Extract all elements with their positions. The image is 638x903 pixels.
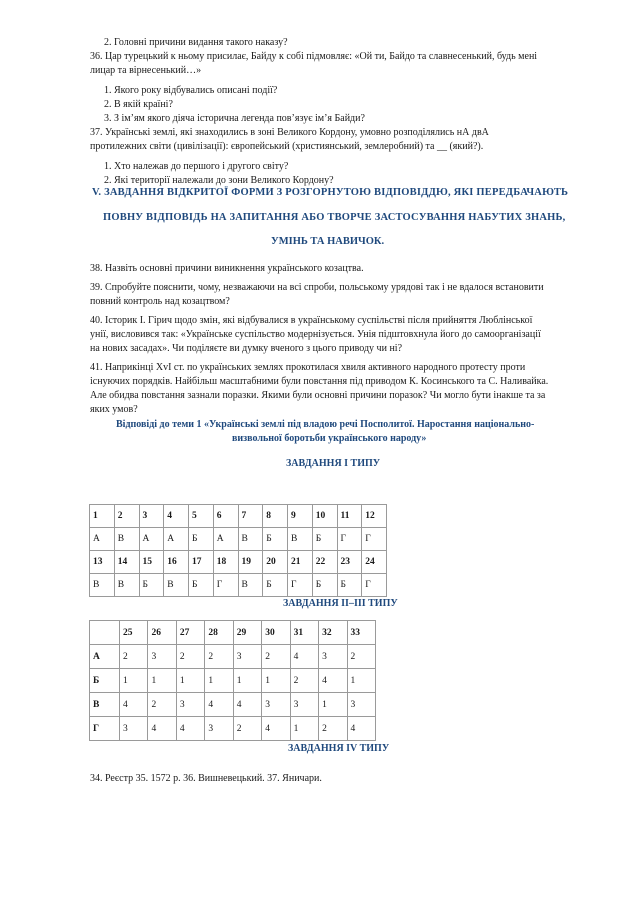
table-cell: 15 [139, 551, 164, 574]
table-cell: Г [362, 528, 387, 551]
question-36-cont: лицар та вірнесенький…» [90, 65, 202, 76]
table-cell: В [114, 574, 139, 597]
table-cell: 24 [362, 551, 387, 574]
table-cell: Б [263, 528, 288, 551]
table-cell: 1 [205, 669, 233, 693]
answers-table-type-2-3 [89, 620, 376, 741]
table-cell: 22 [312, 551, 337, 574]
table-cell: В [114, 528, 139, 551]
question-36-item-1: 1. Якого року відбувались описані події? [104, 85, 278, 96]
table-cell: 4 [176, 717, 204, 741]
table-cell: Б [90, 669, 120, 693]
table-header-cell: 30 [262, 621, 290, 645]
section-heading-line-1: V. ЗАВДАННЯ ВІДКРИТОЇ ФОРМИ З РОЗГОРНУТОЮ ВІДПОВІДДЮ, ЯКІ ПЕРЕДБАЧАЮТЬ [92, 187, 569, 198]
table-cell: 3 [290, 693, 318, 717]
table-cell: 21 [288, 551, 313, 574]
table-header-cell: 32 [319, 621, 347, 645]
table-cell: Г [288, 574, 313, 597]
table-cell: 3 [319, 645, 347, 669]
table-cell: 4 [205, 693, 233, 717]
table-header-cell: 29 [233, 621, 261, 645]
table-cell: В [90, 574, 115, 597]
table-cell: 4 [290, 645, 318, 669]
question-37-item-2: 2. Які території належали до зони Великого Кордону? [104, 175, 334, 186]
table-cell: 2 [176, 645, 204, 669]
answers-table-type-1 [89, 504, 387, 597]
table-cell: В [164, 574, 189, 597]
table-cell: Г [362, 574, 387, 597]
table-cell: 3 [233, 645, 261, 669]
table-row [90, 717, 376, 741]
table-header-cell: 28 [205, 621, 233, 645]
question-41-cont-3: яких умов? [90, 404, 138, 415]
question-41-cont-2: Але обидва повстання зазнали поразки. Якими були основні причини поразок? Чи могло бути інакше та за [90, 390, 546, 401]
table-row [90, 693, 376, 717]
table-header-cell: 26 [148, 621, 176, 645]
table-cell: 2 [233, 717, 261, 741]
question-36: 36. Цар турецький к ньому присилає, Байду к собі підмовляє: «Ой ти, Байдо та славнесенький, будь мені [90, 51, 538, 62]
table-cell: 10 [312, 505, 337, 528]
table-header-row [90, 621, 376, 645]
table-cell: Г [337, 528, 362, 551]
table-cell: Б [312, 528, 337, 551]
question-37-cont: протилежних світи (цивілізації): європейський (християнський, землеробний) та __ (який?). [90, 141, 484, 152]
table-cell: 1 [233, 669, 261, 693]
table-cell: 2 [148, 693, 176, 717]
table-cell: 3 [120, 717, 148, 741]
table-cell: 4 [164, 505, 189, 528]
table-cell: В [288, 528, 313, 551]
question-38: 38. Назвіть основні причини виникнення українського козацтва. [90, 263, 364, 274]
question-39: 39. Спробуйте пояснити, чому, незважаючи на всі спроби, польському урядові так і не вдалося встановити [90, 282, 544, 293]
table-cell: 4 [148, 717, 176, 741]
table-cell: 4 [347, 717, 376, 741]
table-cell: 1 [290, 717, 318, 741]
table-cell: 3 [347, 693, 376, 717]
question-37: 37. Українські землі, які знаходились в зоні Великого Кордону, умовно розподілялись нА двА [90, 127, 489, 138]
table-cell: В [90, 693, 120, 717]
table-cell: Г [90, 717, 120, 741]
table-cell: 12 [362, 505, 387, 528]
table-cell: 3 [139, 505, 164, 528]
table-cell: 9 [288, 505, 313, 528]
table-header-cell: 33 [347, 621, 376, 645]
answers-type-4-title: ЗАВДАННЯ IV ТИПУ [288, 743, 390, 754]
table-cell: 7 [238, 505, 263, 528]
answers-type-1-title: ЗАВДАННЯ І ТИПУ [286, 458, 381, 469]
table-cell: 20 [263, 551, 288, 574]
table-cell: 2 [319, 717, 347, 741]
table-cell: 1 [176, 669, 204, 693]
table-cell: А [90, 528, 115, 551]
table-cell: А [213, 528, 238, 551]
question-40-cont-2: на нових засадах». Чи поділяєте ви думку вченого з цього приводу чи ні? [90, 343, 403, 354]
table-cell: 14 [114, 551, 139, 574]
table-row [90, 645, 376, 669]
question-37-item-1: 1. Хто належав до першого і другого світу? [104, 161, 289, 172]
table-cell: 2 [347, 645, 376, 669]
section-heading-line-3: УМІНЬ ТА НАВИЧОК. [271, 236, 385, 247]
table-cell: 1 [262, 669, 290, 693]
table-cell: 18 [213, 551, 238, 574]
answers-type-2-3-title: ЗАВДАННЯ ІІ–ІІІ ТИПУ [283, 598, 398, 609]
table-cell: 1 [347, 669, 376, 693]
table-cell: 11 [337, 505, 362, 528]
table-cell: 1 [120, 669, 148, 693]
table-cell: 4 [319, 669, 347, 693]
question-2: 2. Головні причини видання такого наказу? [104, 37, 288, 48]
table-cell: Г [213, 574, 238, 597]
table-cell: 19 [238, 551, 263, 574]
table-cell: 5 [189, 505, 214, 528]
table-row [90, 528, 387, 551]
question-41-cont-1: існуючих порядків. Найбільш масштабними були повстання під приводом К. Косинського та С. Наливайка. [90, 376, 549, 387]
table-cell: 2 [205, 645, 233, 669]
table-header-cell: 31 [290, 621, 318, 645]
table-cell: 2 [290, 669, 318, 693]
answers-type-4-list: 34. Реєстр 35. 1572 р. 36. Вишневецький. 37. Яничари. [90, 773, 322, 784]
table-cell: Б [189, 528, 214, 551]
section-heading-line-2: ПОВНУ ВІДПОВІДЬ НА ЗАПИТАННЯ АБО ТВОРЧЕ ЗАСТОСУВАННЯ НАБУТИХ ЗНАНЬ, [103, 212, 566, 223]
table-header-cell: 25 [120, 621, 148, 645]
table-cell: 4 [233, 693, 261, 717]
question-40-cont-1: унії, висловився так: «Українське суспільство модернізується. Унія підштовхнула його до самоорганізації [90, 329, 541, 340]
table-cell: 17 [189, 551, 214, 574]
question-40: 40. Історик І. Гірич щодо змін, які відбувалися в українському суспільстві після прийняття Люблінської [90, 315, 533, 326]
table-cell: А [90, 645, 120, 669]
table-cell: А [139, 528, 164, 551]
table-cell: 8 [263, 505, 288, 528]
table-cell: 1 [319, 693, 347, 717]
table-cell: 3 [262, 693, 290, 717]
answers-heading-cont: визвольної боротьби українського народу» [232, 433, 427, 444]
table-row [90, 551, 387, 574]
table-cell: 2 [120, 645, 148, 669]
table-cell: В [238, 574, 263, 597]
table-cell: 13 [90, 551, 115, 574]
table-cell: 3 [176, 693, 204, 717]
table-cell: 3 [148, 645, 176, 669]
table-header-cell: 27 [176, 621, 204, 645]
table-cell: Б [263, 574, 288, 597]
table-cell: Б [337, 574, 362, 597]
table-row [90, 574, 387, 597]
table-row [90, 505, 387, 528]
question-36-item-3: 3. З ім’ям якого діяча історична легенда пов’язує ім’я Байди? [104, 113, 365, 124]
table-header-cell [90, 621, 120, 645]
table-cell: 2 [262, 645, 290, 669]
table-cell: 6 [213, 505, 238, 528]
table-cell: 4 [262, 717, 290, 741]
answers-heading: Відповіді до теми 1 «Українські землі під владою речі Посполитої. Наростання національно- [116, 419, 535, 430]
table-cell: 1 [90, 505, 115, 528]
table-cell: 4 [120, 693, 148, 717]
question-41: 41. Наприкінці ХvІ ст. по українських землях прокотилася хвиля активного народного протесту проти [90, 362, 526, 373]
question-36-item-2: 2. В якій країні? [104, 99, 173, 110]
table-cell: 1 [148, 669, 176, 693]
table-cell: В [238, 528, 263, 551]
table-cell: 23 [337, 551, 362, 574]
question-39-cont: повний контроль над козацтвом? [90, 296, 230, 307]
table-row [90, 669, 376, 693]
table-cell: 16 [164, 551, 189, 574]
table-cell: 3 [205, 717, 233, 741]
table-cell: 2 [114, 505, 139, 528]
table-cell: Б [312, 574, 337, 597]
table-cell: Б [189, 574, 214, 597]
table-cell: Б [139, 574, 164, 597]
table-cell: А [164, 528, 189, 551]
